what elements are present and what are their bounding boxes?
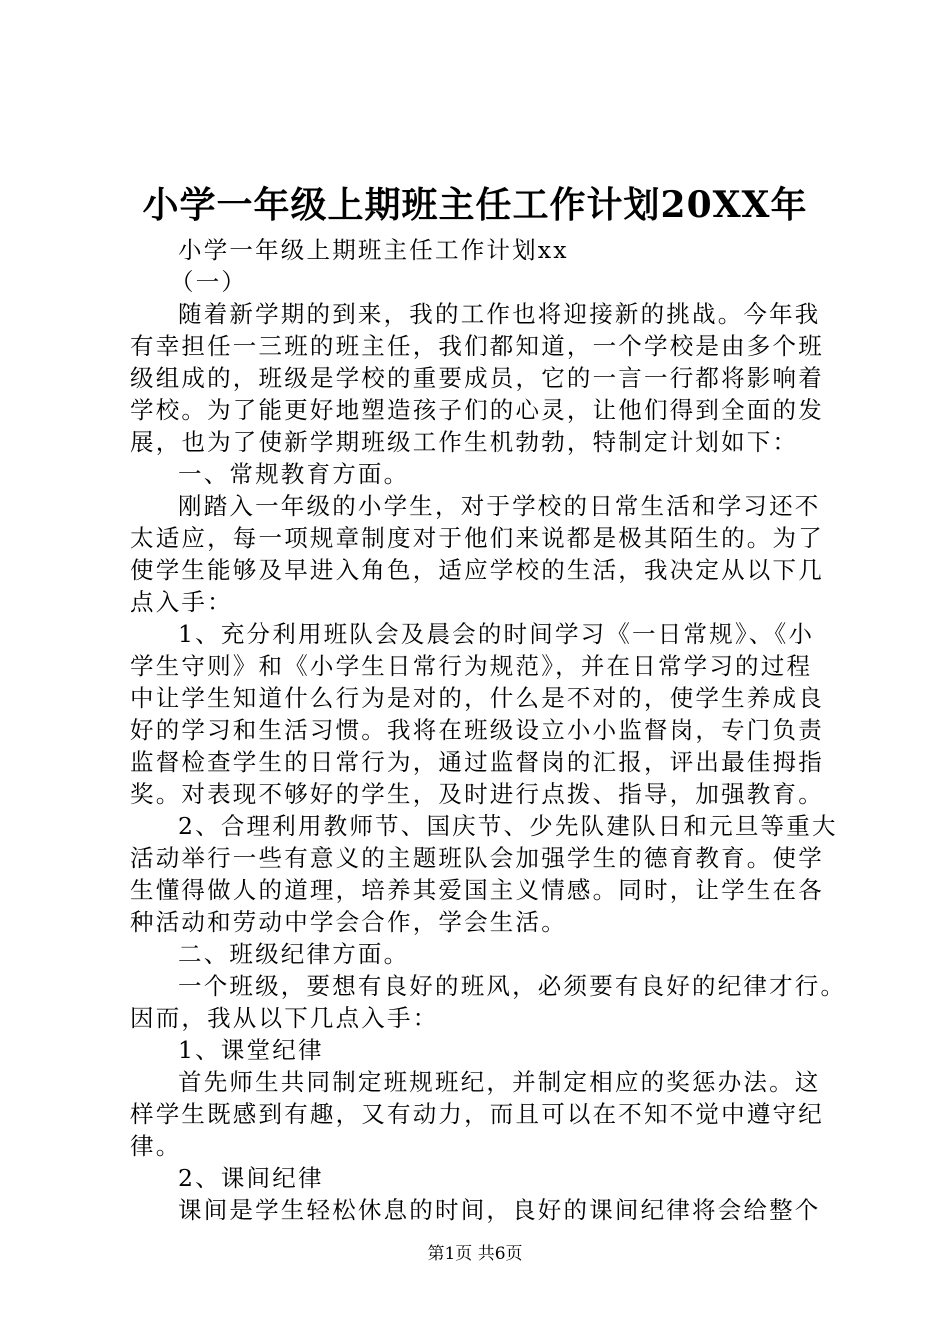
paragraph-line: 好的学习和生活习惯。我将在班级设立小小监督岗，专门负责: [130, 716, 824, 744]
paragraph-line: 生懂得做人的道理，培养其爱国主义情感。同时，让学生在各: [130, 876, 824, 904]
section-heading: 二、班级纪律方面。: [178, 940, 410, 968]
document-title: 小学一年级上期班主任工作计划20XX年: [142, 184, 808, 226]
paragraph-line: 活动举行一些有意义的主题班队会加强学生的德育教育。使学: [130, 844, 824, 872]
paragraph-line: 监督检查学生的日常行为，通过监督岗的汇报，评出最佳拇指: [130, 748, 824, 776]
subsection-heading: 1、课堂纪律: [178, 1036, 324, 1064]
paragraph-line: 中让学生知道什么行为是对的，什么是不对的，使学生养成良: [130, 684, 824, 712]
paragraph-line: 点入手：: [130, 588, 233, 616]
subsection-heading: 2、课间纪律: [178, 1164, 324, 1192]
paragraph-line: 随着新学期的到来，我的工作也将迎接新的挑战。今年我: [178, 300, 821, 328]
paragraph-line: 1、充分利用班队会及晨会的时间学习《一日常规》、《小: [178, 620, 815, 648]
page-number: 第1页 共6页: [427, 1244, 523, 1264]
paragraph-line: 有幸担任一三班的班主任，我们都知道，一个学校是由多个班: [130, 332, 824, 360]
paragraph-line: 刚踏入一年级的小学生，对于学校的日常生活和学习还不: [178, 492, 821, 520]
paragraph-line: 级组成的，班级是学校的重要成员，它的一言一行都将影响着: [130, 364, 824, 392]
paragraph-line: 展，也为了使新学期班级工作生机勃勃，特制定计划如下：: [130, 428, 799, 456]
paragraph-line: 因而，我从以下几点入手：: [130, 1004, 439, 1032]
paragraph-line: 奖。对表现不够好的学生，及时进行点拨、指导，加强教育。: [130, 780, 824, 808]
document-body: [130, 234, 850, 1226]
paragraph-line: 一个班级，要想有良好的班风，必须要有良好的纪律才行。: [178, 972, 847, 1000]
paragraph-line: 样学生既感到有趣，又有动力，而且可以在不知不觉中遵守纪: [130, 1100, 824, 1128]
paragraph-line: 首先师生共同制定班规班纪，并制定相应的奖惩办法。这: [178, 1068, 821, 1096]
paragraph-line: 律。: [130, 1132, 182, 1160]
paragraph-line: 使学生能够及早进入角色，适应学校的生活，我决定从以下几: [130, 556, 824, 584]
paragraph-line: 学校。为了能更好地塑造孩子们的心灵，让他们得到全面的发: [130, 396, 824, 424]
paragraph-line: 课间是学生轻松休息的时间，良好的课间纪律将会给整个: [178, 1196, 821, 1224]
paragraph-line: 小学一年级上期班主任工作计划xx: [178, 236, 569, 264]
paragraph-line: 2、合理利用教师节、国庆节、少先队建队日和元旦等重大: [178, 812, 838, 840]
section-heading: 一、常规教育方面。: [178, 460, 410, 488]
paragraph-line: 太适应，每一项规章制度对于他们来说都是极其陌生的。为了: [130, 524, 824, 552]
paragraph-line: 种活动和劳动中学会合作，学会生活。: [130, 908, 567, 936]
paragraph-line: （一）: [170, 268, 248, 296]
paragraph-line: 学生守则》和《小学生日常行为规范》，并在日常学习的过程: [130, 652, 813, 680]
